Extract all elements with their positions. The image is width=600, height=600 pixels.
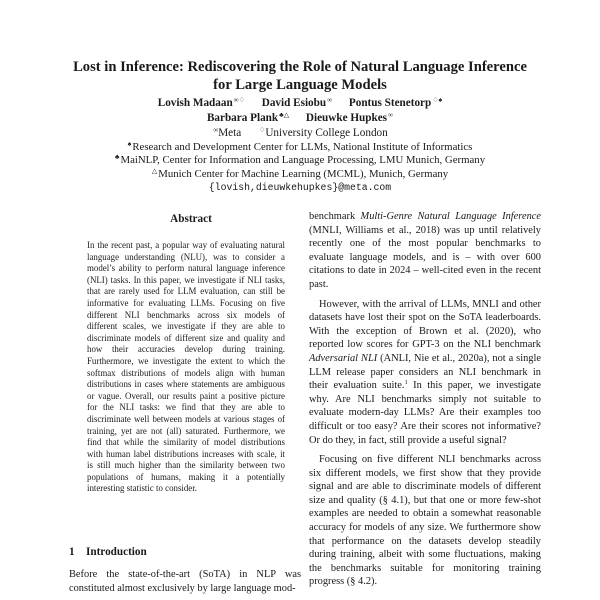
affiliation-text: Research and Development Center for LLMs, National Institute of Informatics [132,141,473,153]
author-name: Barbara Plank [206,112,279,124]
benchmark-name: Adversarial NLI [309,352,378,364]
body-paragraph: However, with the arrival of LLMs, MNLI and other datasets have lost their spot on the SoTA leaderboards. With the exception of Brown et al. (2020), who reported low scores for GPT-3 on the NLI benchmark Adversarial NLI (ANLI, Nie et al., 2020a), not a single LLM release paper considers an NLI benchmark in their evaluation suite.$^1$ In this paper, we investigate why. Are NLI benchmarks simply not suitable to evaluate modern-day LLMs? Are their examples too difficult or too easy? Are their scores not informative? Or do they, in fact, still provide a useful signal? [309,298,541,446]
abstract-body: In the recent past, a popular way of evaluating natural language understanding (NLU), was to consider a model’s ability to perform natural language inference (NLI) tasks. In this paper, we investigate if NLI tasks, that are rarely used for LLM evaluation, can still be informative for evaluating LLMs. Focusing on five different NLI benchmarks across six models of different scales, we investigate if they are able to discriminate models of different size and quality and how their accuracies develop during training. Furthermore, we investigate the extent to which the softmax distributions of models align with human distributions in cases where statements are ambiguous or vague. Overall, our results paint a positive picture for the NLI tasks: we find that they are able to discriminate well between models at various stages of training, yet are not (all) saturated. Furthermore, we find that while the similarity of model distributions with human label distributions increases with scale, it is still much higher than the similarity between two populations of humans, making it a potentially interesting statistic to consider. [87,240,285,494]
contact-email: {lovish,dieuwkehupkes}@meta.com [208,182,392,194]
author-list [40,96,560,141]
author-name: Dieuwke Hupkes [305,112,388,124]
title-line-2: for Large Language Models [213,77,387,93]
author-name: David Esiobu [261,97,327,109]
paper-title [40,58,560,94]
body-paragraph: Focusing on five different NLI benchmarks across six different models, we first show that they provide signal and are able to discriminate models of different size and quality (§ 4.1), but that one or more few-shot examples are needed to obtain a somewhat reasonable accuracy for models of any size. We furthermore show that performance on the datasets develop steadily during training, albeit with some fluctuations, making the benchmarks suitable for monitoring training progress (§ 4.2). [309,454,541,588]
abstract-heading: Abstract [170,213,212,225]
author-marks: ∞ [388,111,394,119]
affiliation-meta: Meta [218,127,242,139]
benchmark-name: Multi-Genre Natural Language Inference [360,211,541,222]
title-line-1: Lost in Inference: Rediscovering the Role of Natural Language Inference [73,59,527,75]
introduction-paragraph: Before the state-of-the-art (SoTA) in NLP was constituted almost exclusively by large language mod- [69,569,301,594]
author-marks: ∞ [327,96,333,104]
affiliation-mark: ∞ [213,126,219,134]
section-number: 1 [69,546,75,558]
author-name: Pontus Stenetorp [348,97,432,109]
introduction-heading [69,545,301,559]
affiliation-mark: ♠ [127,140,132,148]
author-marks: ♣△ [279,111,290,119]
affiliation-text: Munich Center for Machine Learning (MCML), Munich, Germany [158,167,449,180]
affiliation-mark: △ [151,166,158,175]
author-name: Lovish Madaan [157,97,233,109]
author-marks: ∞♢ [233,96,245,104]
affiliation-mark: ♣ [114,153,120,162]
footnote-marker[interactable]: 1 [404,379,408,387]
author-marks: ♢♠ [432,96,443,104]
affiliation-text: MaiNLP, Center for Information and Language Processing, LMU Munich, Germany [120,154,486,167]
affiliation-ucl: University College London [265,127,388,139]
section-title: Introduction [86,546,147,558]
body-paragraph: benchmark Multi-Genre Natural Language Inference (MNLI, Williams et al., 2018) was up until relatively recently one of the most popular benchmarks to evaluate language models, and is – with over 600 citations to date in 2024 – well-cited even in the recent past. [309,211,541,290]
affiliation-list [40,141,560,195]
affiliation-mark: ♢ [259,126,266,134]
left-column [69,212,301,495]
right-column [309,210,541,589]
